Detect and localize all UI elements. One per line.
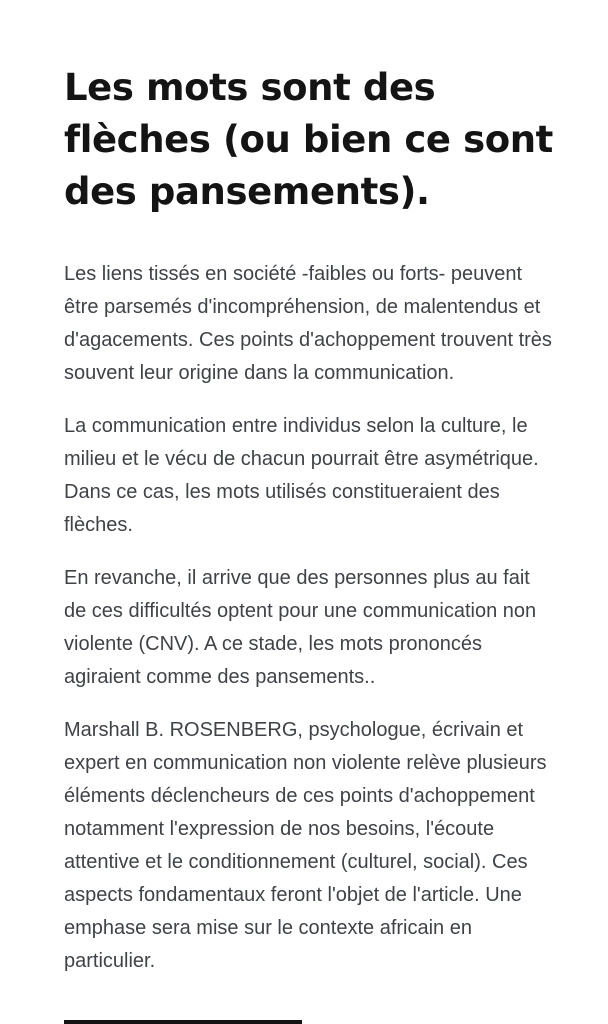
article-paragraph-4: Marshall B. ROSENBERG, psychologue, écrivain et expert en communication non violente relève plusieurs éléments déclencheurs de ces points d'achoppement notamment l'expression de nos besoins, l'écoute attentive et le conditionnement (culturel, social). Ces aspects fondamentaux feront l'objet de l'article. Une emphase sera mise sur le contexte africain en particulier. bbox=[64, 719, 547, 972]
article-paragraph-2: La communication entre individus selon la culture, le milieu et le vécu de chacun pourrait être asymétrique. Dans ce cas, les mots utilisés constitueraient des flèches. bbox=[64, 415, 539, 536]
article-paragraph-3: En revanche, il arrive que des personnes plus au fait de ces difficultés optent pour une communication non violente (CNV). A ce stade, les mots prononcés agiraient comme des pansements.. bbox=[64, 567, 537, 688]
article-paragraph-1: Les liens tissés en société -faibles ou forts- peuvent être parsemés d'incompréhension, de malentendus et d'agacements. Ces points d'achoppement trouvent très souvent leur origine dans la communication. bbox=[64, 263, 552, 384]
article-title: Les mots sont des flèches (ou bien ce sont des pansements). bbox=[64, 66, 553, 213]
next-section-clipped-sliver bbox=[64, 1020, 302, 1024]
